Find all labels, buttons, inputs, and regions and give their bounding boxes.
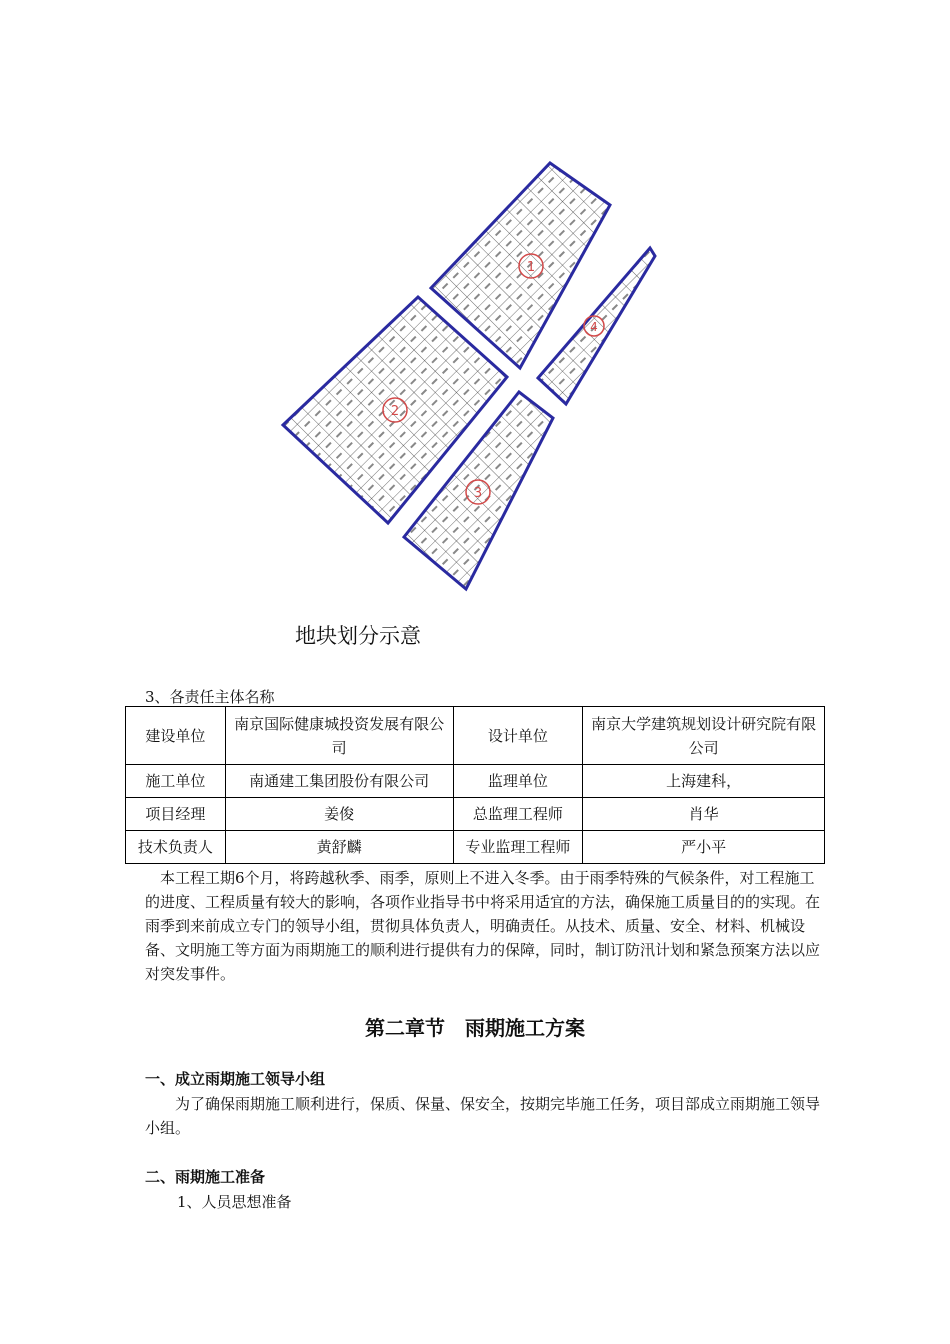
- parcel-3-label: 3: [473, 486, 483, 501]
- section-3-heading: 3、各责任主体名称: [145, 688, 275, 706]
- schedule-paragraph: 本工程工期6个月，将跨越秋季、雨季，原则上不进入冬季。由于雨季特殊的气候条件，对工程施工的进度、工程质量有较大的影响，各项作业指导书中将采用适宜的方法，确保施工质量目的的实现。在雨季到来前成立专门的领导小组，贯彻具体负责人，明确责任。从技术、质量、安全、材料、机械设备、文明施工等方面为雨期施工的顺利进行提供有力的保障，同时，制订防汛计划和紧急预案方法以应对突发事件。: [145, 869, 821, 983]
- heading-preparation: 二、雨期施工准备: [145, 1168, 266, 1186]
- table-row: [126, 765, 825, 798]
- table-cell: 专业监理工程师: [453, 831, 583, 864]
- table-cell: 黄舒麟: [225, 831, 453, 864]
- heading-leadership-group: 一、成立雨期施工领导小组: [145, 1070, 326, 1088]
- table-cell: 南京国际健康城投资发展有限公司: [225, 707, 453, 765]
- table-row: [126, 798, 825, 831]
- table-cell: 总监理工程师: [453, 798, 583, 831]
- table-cell: 施工单位: [126, 765, 226, 798]
- table-cell: 上海建科，: [583, 765, 825, 798]
- responsibility-table: [125, 706, 825, 864]
- table-cell: 项目经理: [126, 798, 226, 831]
- parcel-division-figure: [275, 155, 665, 600]
- table-cell: 监理单位: [453, 765, 583, 798]
- table-cell: 南通建工集团股份有限公司: [225, 765, 453, 798]
- table-cell: 设计单位: [453, 707, 583, 765]
- table-cell: 建设单位: [126, 707, 226, 765]
- table-cell: 姜俊: [225, 798, 453, 831]
- chapter-title: 第二章节 雨期施工方案: [365, 1016, 585, 1040]
- table-cell: 肖华: [583, 798, 825, 831]
- table-row: [126, 707, 825, 765]
- leadership-paragraph: 为了确保雨期施工顺利进行，保质、保量、保安全，按期完毕施工任务，项目部成立雨期施工领导小组。: [145, 1095, 821, 1137]
- item-personnel-preparation: 1、人员思想准备: [177, 1193, 292, 1211]
- table-cell: 南京大学建筑规划设计研究院有限公司: [583, 707, 825, 765]
- table-row: [126, 831, 825, 864]
- parcel-map: [275, 155, 665, 600]
- parcel-4-label: 4: [590, 320, 598, 334]
- figure-caption: 地块划分示意: [295, 624, 421, 648]
- parcel-2-label: 2: [390, 404, 400, 419]
- parcel-1-label: 1: [526, 260, 536, 275]
- table-cell: 技术负责人: [126, 831, 226, 864]
- table-cell: 严小平: [583, 831, 825, 864]
